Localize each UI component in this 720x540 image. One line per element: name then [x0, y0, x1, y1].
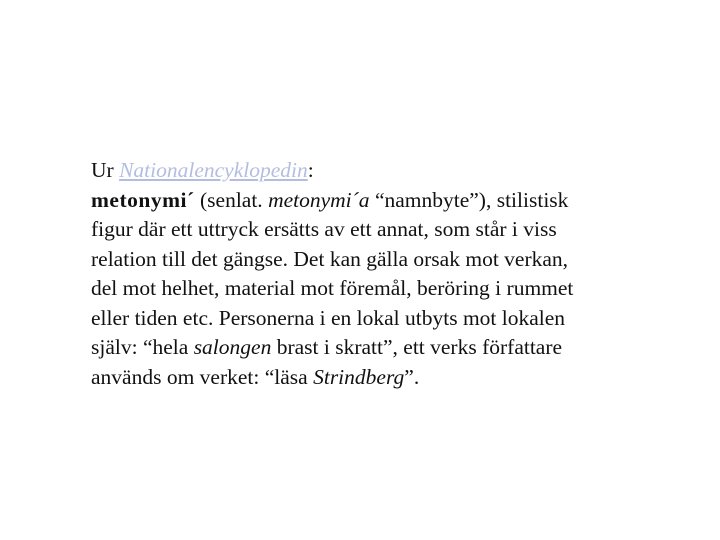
- source-prefix: Ur: [91, 158, 120, 182]
- example-2-suffix: ”.: [404, 364, 420, 389]
- encyclopedia-excerpt: [91, 156, 681, 392]
- example-1-prefix: själv: “hela: [91, 335, 194, 359]
- example-1-emphasis: salongen: [193, 335, 272, 359]
- definition-line-6: [91, 333, 681, 363]
- definition-line-2: figur där ett uttryck ersätts av ett annat, som står i viss: [91, 217, 557, 241]
- etymology-prefix: (senlat.: [194, 187, 269, 212]
- definition-line-1: [91, 186, 681, 216]
- source-suffix: :: [307, 158, 314, 182]
- source-line: [91, 156, 681, 186]
- example-1-suffix: brast i skratt”, ett verks författare: [271, 335, 563, 359]
- example-2-prefix: används om verket: “läsa: [91, 364, 314, 389]
- definition-line-7: [91, 363, 681, 393]
- definition-line-5: eller tiden etc. Personerna i en lokal utbyts mot lokalen: [91, 305, 566, 330]
- latin-term: metonymi´a: [268, 187, 370, 212]
- headword: metonymi´: [91, 187, 195, 212]
- example-2-emphasis: Strindberg: [313, 364, 405, 389]
- definition-line-4: del mot helhet, material mot föremål, beröring i rummet: [91, 276, 574, 300]
- definition-line-3: relation till det gängse. Det kan gälla orsak mot verkan,: [91, 246, 569, 271]
- nationalencyklopedin-link[interactable]: Nationalencyklopedin: [119, 158, 308, 182]
- gloss-text: “namnbyte”), stilistisk: [369, 187, 569, 212]
